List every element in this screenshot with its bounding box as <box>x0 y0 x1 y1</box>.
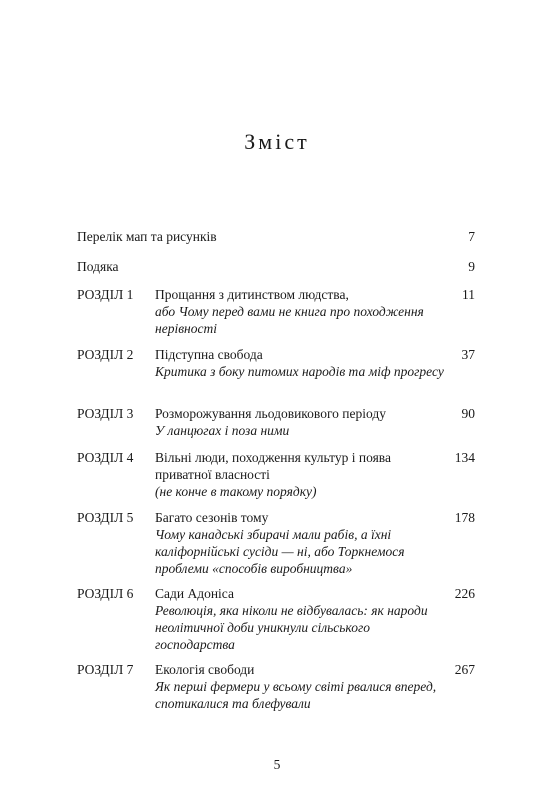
chapter-label: РОЗДІЛ 1 <box>77 287 134 302</box>
chapter-subtitle: (не конче в такому порядку) <box>155 484 317 499</box>
chapter-page: 11 <box>462 287 475 302</box>
page-title: Зміст <box>244 129 310 154</box>
chapter-subtitle: Критика з боку питомих народів та міф прогресу <box>155 364 444 379</box>
chapter-page: 178 <box>454 510 475 525</box>
chapter-title: Вільні люди, походження культур і поява приватної власності <box>155 450 391 482</box>
chapter-title: Підступна свобода <box>155 347 263 362</box>
chapter-subtitle: Революція, яка ніколи не відбувалась: як народи неолітичної доби уникнули сільського господарства <box>155 603 428 652</box>
chapter-title: Сади Адоніса <box>155 586 234 601</box>
chapter-page: 267 <box>454 662 475 677</box>
chapter-subtitle: Як перші фермери у всьому світі рвалися вперед, спотикалися та блефували <box>155 679 437 711</box>
chapter-label: РОЗДІЛ 4 <box>77 450 134 465</box>
page-number: 5 <box>273 757 281 772</box>
chapter-title: Прощання з дитинством людства, <box>155 287 349 302</box>
chapter-label: РОЗДІЛ 3 <box>77 406 134 421</box>
chapter-title: Екологія свободи <box>155 662 255 677</box>
toc-entry-page: 9 <box>468 259 475 274</box>
chapter-page: 226 <box>454 586 475 601</box>
chapter-page: 134 <box>454 450 475 465</box>
chapter-label: РОЗДІЛ 6 <box>77 586 134 601</box>
chapter-title: Багато сезонів тому <box>155 510 269 525</box>
chapter-title: Розморожування льодовикового періоду <box>155 406 386 421</box>
chapter-subtitle: У ланцюгах і поза ними <box>155 423 290 438</box>
toc-entry-title: Перелік мап та рисунків <box>77 229 217 244</box>
chapter-label: РОЗДІЛ 5 <box>77 510 134 525</box>
chapter-subtitle: Чому канадські збирачі мали рабів, а їхні каліфорнійські сусіди — ні, або Торкнемося проблеми «способів виробництва» <box>155 527 405 576</box>
chapter-page: 37 <box>461 347 475 362</box>
chapter-subtitle: або Чому перед вами не книга про походження нерівності <box>155 304 424 336</box>
chapter-label: РОЗДІЛ 2 <box>77 347 134 362</box>
toc-entry-title: Подяка <box>77 259 119 274</box>
chapter-page: 90 <box>461 406 475 421</box>
toc-entry-page: 7 <box>468 229 475 244</box>
chapter-label: РОЗДІЛ 7 <box>77 662 134 677</box>
